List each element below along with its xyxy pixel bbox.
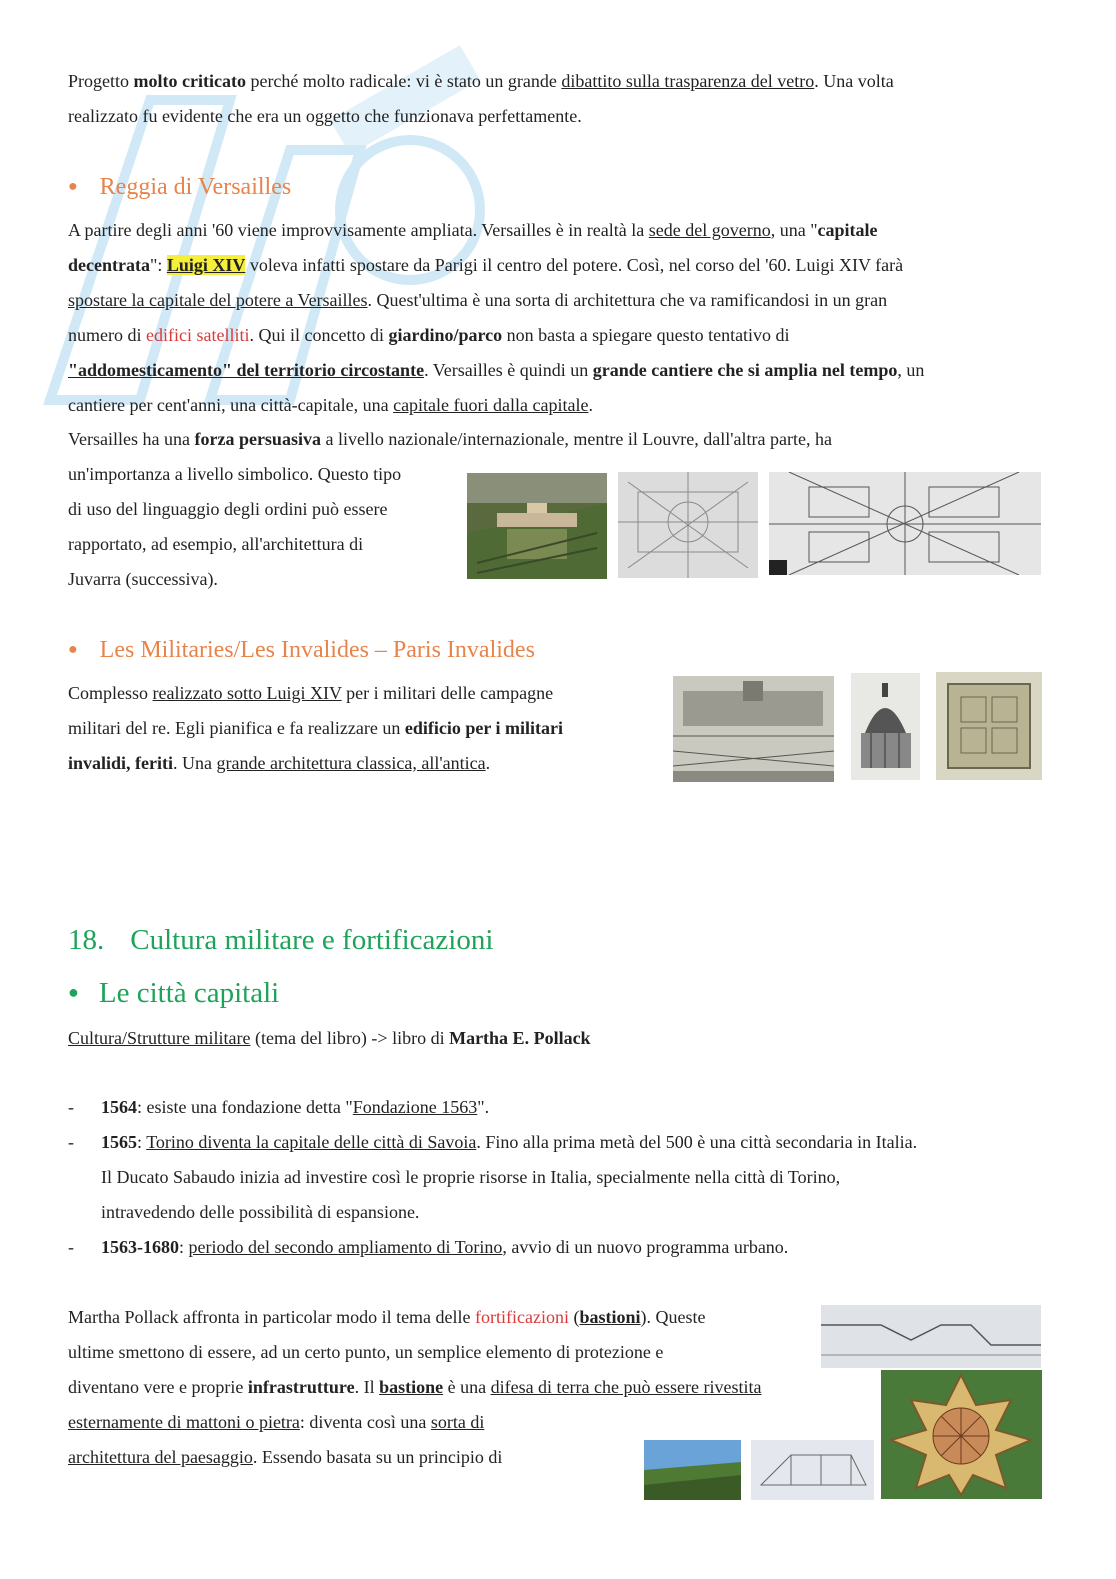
intro-line-2: realizzato fu evidente che era un oggetto che funzionava perfettamente. bbox=[68, 106, 582, 126]
fortress-perspective-drawing bbox=[751, 1440, 874, 1500]
timeline-item: - 1564: esiste una fondazione detta "Fondazione 1563". bbox=[68, 1097, 490, 1117]
versailles-line-7: Versailles ha una forza persuasiva a livello nazionale/internazionale, mentre il Louvre, dall'altra parte, ha bbox=[68, 429, 832, 449]
versailles-line-10: rapportato, ad esempio, all'architettura di bbox=[68, 534, 364, 554]
pollack-line-3: diventano vere e proprie infrastrutture. Il bastione è una difesa di terra che può essere rivestita bbox=[68, 1377, 762, 1397]
heading-invalides: ● Les Militaries/Les Invalides – Paris Invalides bbox=[68, 637, 535, 663]
bullet-icon: ● bbox=[68, 982, 79, 1002]
versailles-line-11: Juvarra (successiva). bbox=[68, 569, 218, 589]
invalides-line-3: invalidi, feriti. Una grande architettura classica, all'antica. bbox=[68, 753, 491, 773]
versailles-line-4: numero di edifici satelliti. Qui il concetto di giardino/parco non basta a spiegare questo tentativo di bbox=[68, 325, 790, 345]
timeline-item-continuation: intravedendo delle possibilità di espansione. bbox=[101, 1202, 420, 1222]
pollack-line-4: esternamente di mattoni o pietra: diventa così una sorta di bbox=[68, 1412, 485, 1432]
timeline-item-continuation: Il Ducato Sabaudo inizia ad investire così le proprie risorse in Italia, specialmente nella città di Torino, bbox=[101, 1167, 841, 1187]
versailles-line-6: cantiere per cent'anni, una città-capitale, una capitale fuori dalla capitale. bbox=[68, 395, 593, 415]
versailles-aerial-photo bbox=[467, 473, 607, 579]
invalides-dome-section bbox=[851, 673, 920, 780]
versailles-plan-sketch bbox=[618, 472, 758, 578]
intro-line-1: Progetto molto criticato perché molto radicale: vi è stato un grande dibattito sulla trasparenza del vetro. Una volta bbox=[68, 71, 894, 91]
versailles-city-plan bbox=[769, 472, 1041, 575]
invalides-line-2: militari del re. Egli pianifica e fa realizzare un edificio per i militari bbox=[68, 718, 563, 738]
versailles-line-1: A partire degli anni '60 viene improvvisamente ampliata. Versailles è in realtà la sede del governo, una "capitale bbox=[68, 220, 878, 240]
invalides-plan bbox=[936, 672, 1042, 780]
versailles-line-8: un'importanza a livello simbolico. Questo tipo bbox=[68, 464, 402, 484]
star-fortress-plan bbox=[881, 1370, 1042, 1499]
versailles-line-9: di uso del linguaggio degli ordini può essere bbox=[68, 499, 388, 519]
invalides-engraving bbox=[673, 676, 834, 782]
timeline-item: - 1565: Torino diventa la capitale delle città di Savoia. Fino alla prima metà del 500 è una città secondaria in Italia. bbox=[68, 1132, 918, 1152]
chapter-line-1: Cultura/Strutture militare (tema del libro) -> libro di Martha E. Pollack bbox=[68, 1028, 591, 1048]
pollack-line-1: Martha Pollack affronta in particolar modo il tema delle fortificazioni (bastioni). Queste bbox=[68, 1307, 706, 1327]
versailles-line-5: "addomesticamento" del territorio circostante. Versailles è quindi un grande cantiere che si amplia nel tempo, un bbox=[68, 360, 925, 380]
versailles-line-2: decentrata": Luigi XIV voleva infatti spostare da Parigi il centro del potere. Così, nel corso del '60. Luigi XIV farà bbox=[68, 255, 904, 275]
invalides-line-1: Complesso realizzato sotto Luigi XIV per i militari delle campagne bbox=[68, 683, 554, 703]
pollack-line-2: ultime smettono di essere, ad un certo punto, un semplice elemento di protezione e bbox=[68, 1342, 664, 1362]
timeline-item: - 1563-1680: periodo del secondo ampliamento di Torino, avvio di un nuovo programma urbano. bbox=[68, 1237, 789, 1257]
heading-versailles: ● Reggia di Versailles bbox=[68, 174, 292, 200]
heading-citta-capitali: ● Le città capitali bbox=[68, 977, 280, 1009]
bastion-section-drawing bbox=[821, 1305, 1041, 1368]
bullet-icon: ● bbox=[68, 178, 78, 195]
chapter-title: 18. Cultura militare e fortificazioni bbox=[68, 924, 494, 956]
bastion-landscape-photo bbox=[644, 1440, 741, 1500]
versailles-line-3: spostare la capitale del potere a Versailles. Quest'ultima è una sorta di architettura che va ramificandosi in un gran bbox=[68, 290, 888, 310]
pollack-line-5: architettura del paesaggio. Essendo basata su un principio di bbox=[68, 1447, 503, 1467]
bullet-icon: ● bbox=[68, 641, 78, 658]
